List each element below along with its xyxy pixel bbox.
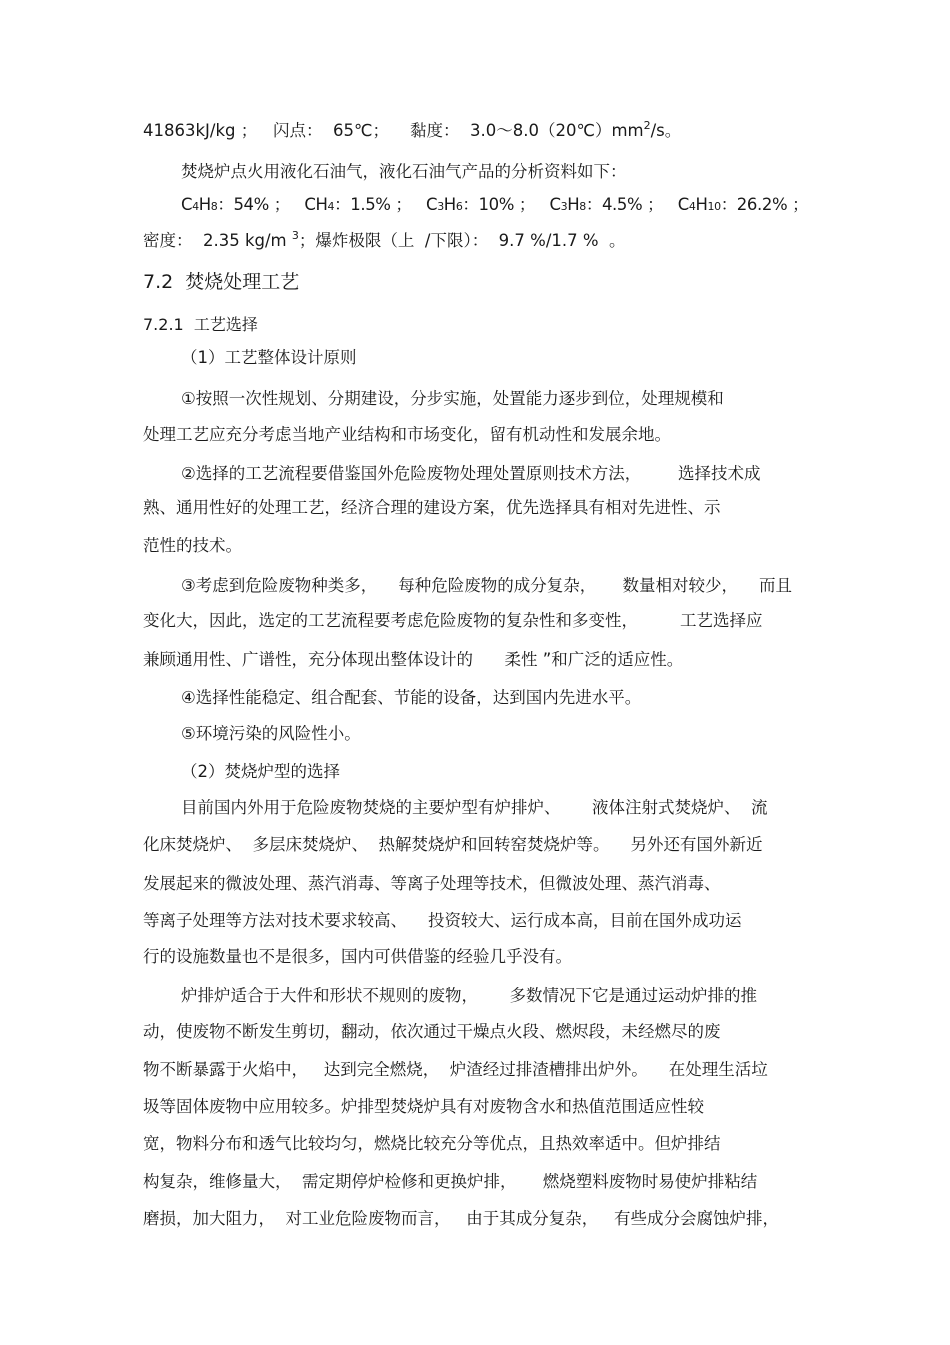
subscript: 3 — [560, 200, 568, 213]
paragraph-line: 圾等固体废物中应用较多。炉排型焚烧炉具有对废物含水和热值范围适应性较 — [143, 1097, 704, 1116]
paragraph-line: 范性的技术。 — [143, 536, 242, 555]
subscript: 6 — [455, 200, 463, 213]
paragraph-line: （1）工艺整体设计原则 — [181, 348, 357, 367]
composition-text: ：10% ； C — [462, 195, 561, 214]
paragraph-line: ④选择性能稳定、组合配套、节能的设备，达到国内先进水平。 — [181, 688, 642, 707]
paragraph-line: ①按照一次性规划、分期建设，分步实施，处置能力逐步到位，处理规模和 — [181, 389, 724, 408]
paragraph-line: 变化大，因此，选定的工艺流程要考虑危险废物的复杂性和多变性， 工艺选择应 — [143, 611, 763, 630]
paragraph-line: 目前国内外用于危险废物焚烧的主要炉型有炉排炉、 液体注射式焚烧炉、 流 — [181, 798, 768, 817]
explosion-limit-text: ；爆炸极限（上 /下限）： 9.7 %/1.7 % 。 — [298, 231, 626, 250]
fuel-properties-line — [143, 118, 682, 141]
formula-h: H — [567, 195, 580, 214]
paragraph-line: ⑤环境污染的风险性小。 — [181, 724, 361, 743]
fuel-properties-text: 41863kJ/kg ； 闪点： 65℃； 黏度： 3.0～8.0（20℃）mm — [143, 121, 644, 140]
lpg-composition-line — [181, 195, 808, 215]
superscript-3: 3 — [291, 228, 299, 242]
composition-text: ：26.2% ； — [720, 195, 809, 214]
paragraph-line: 动，使废物不断发生剪切，翻动，依次通过干燥点火段、燃烬段，未经燃尽的废 — [143, 1022, 721, 1041]
paragraph-line: 兼顾通用性、广谱性，充分体现出整体设计的 柔性 ”和广泛的适应性。 — [143, 650, 684, 669]
density-line — [143, 228, 626, 251]
subscript: 10 — [707, 200, 721, 213]
composition-text: ：54% ； CH — [217, 195, 328, 214]
paragraph-line: 物不断暴露于火焰中， 达到完全燃烧， 炉渣经过排渣槽排出炉外。 在处理生活垃 — [143, 1060, 768, 1079]
composition-text: ：1.5% ； C — [334, 195, 438, 214]
subscript: 8 — [210, 200, 218, 213]
section-heading-7-2: 7.2 焚烧处理工艺 — [143, 271, 300, 293]
paragraph-line: ②选择的工艺流程要借鉴国外危险废物处理处置原则技术方法， 选择技术成 — [181, 464, 761, 483]
subscript: 8 — [579, 200, 586, 213]
paragraph-line: ③考虑到危险废物种类多， 每种危险废物的成分复杂， 数量相对较少， 而且 — [181, 576, 792, 595]
subscript: 4 — [192, 200, 199, 213]
paragraph-line: 构复杂，维修量大， 需定期停炉检修和更换炉排， 燃烧塑料废物时易使炉排粘结 — [143, 1172, 758, 1191]
paragraph-line: 宽，物料分布和透气比较均匀，燃烧比较充分等优点，且热效率适中。但炉排结 — [143, 1134, 721, 1153]
paragraph-line: （2）焚烧炉型的选择 — [181, 762, 340, 781]
formula-c: C — [181, 195, 193, 214]
paragraph-line: 熟、通用性好的处理工艺，经济合理的建设方案，优先选择具有相对先进性、示 — [143, 498, 721, 517]
density-text: 密度： 2.35 kg/m — [143, 231, 292, 250]
fuel-properties-tail: /s。 — [650, 121, 682, 140]
paragraph-line: 发展起来的微波处理、蒸汽消毒、等离子处理等技术，但微波处理、蒸汽消毒、 — [143, 874, 721, 893]
subscript: 3 — [437, 200, 444, 213]
composition-text: ：4.5% ； C — [585, 195, 689, 214]
subscript: 4 — [688, 200, 696, 213]
paragraph-line: 化床焚烧炉、 多层床焚烧炉、 热解焚烧炉和回转窑焚烧炉等。 另外还有国外新近 — [143, 835, 763, 854]
paragraph-line: 炉排炉适合于大件和形状不规则的废物， 多数情况下它是通过运动炉排的推 — [181, 986, 757, 1005]
subscript: 4 — [327, 200, 335, 213]
subsection-heading-7-2-1: 7.2.1 工艺选择 — [143, 315, 258, 334]
formula-h: H — [695, 195, 708, 214]
paragraph-line: 处理工艺应充分考虑当地产业结构和市场变化，留有机动性和发展余地。 — [143, 425, 671, 444]
paragraph-line: 等离子处理等方法对技术要求较高、 投资较大、运行成本高，目前在国外成功运 — [143, 911, 742, 930]
paragraph-line: 磨损，加大阻力， 对工业危险废物而言， 由于其成分复杂， 有些成分会腐蚀炉排， — [143, 1209, 779, 1228]
lpg-intro-line: 焚烧炉点火用液化石油气，液化石油气产品的分析资料如下： — [181, 162, 627, 181]
paragraph-line: 行的设施数量也不是很多，国内可供借鉴的经验几乎没有。 — [143, 947, 572, 966]
superscript-2: 2 — [643, 118, 651, 132]
formula-h: H — [198, 195, 211, 214]
formula-h: H — [443, 195, 456, 214]
